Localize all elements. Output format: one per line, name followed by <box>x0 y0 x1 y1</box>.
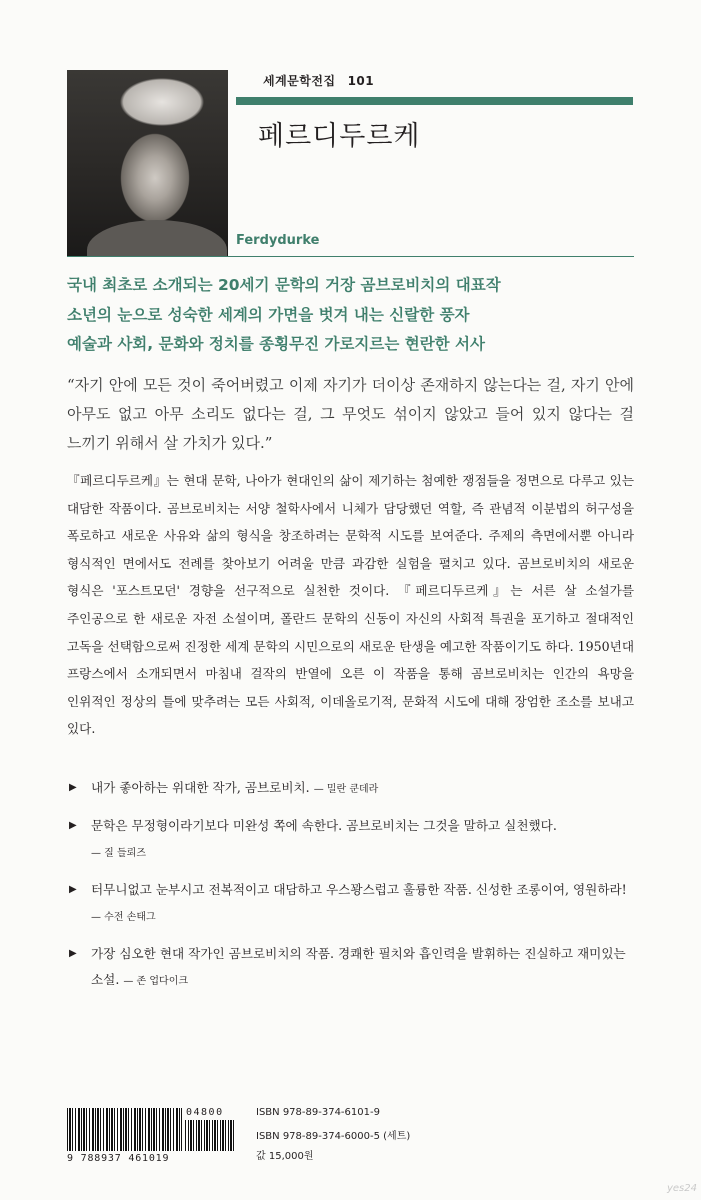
barcode-digits: 9 788937 461019 <box>67 1153 170 1164</box>
praise-item <box>67 775 634 803</box>
triangle-bullet-icon: ▶ <box>69 948 77 959</box>
praise-list <box>67 775 634 1005</box>
praise-text: 가장 심오한 현대 작가인 곰브로비치의 작품. 경쾌한 필치와 흡인력을 발휘하는 진실하고 재미있는 소설. <box>91 946 626 987</box>
description: 『페르디두르케』는 현대 문학, 나아가 현대인의 삶이 제기하는 첨예한 쟁점들을 정면으로 다루고 있는 대담한 작품이다. 곰브로비치는 서양 철학사에서 니체가 담당했던 역할, 즉 관념적 이분법의 허구성을 폭로하고 새로운 사유와 삶의 형식을 창조하려는 문학적 시도를 보여준다. 주제의 측면에서뿐 아니라 형식적인 면에서도 전례를 찾아보기 어려울 만큼 과감한 실험을 펼치고 있다. 곰브로비치의 새로운 형식은 '포스트모던' 경향을 선구적으로 실천한 것이다. 『페르디두르케』는 서른 살 소설가를 주인공으로 한 새로운 자전 소설이며, 폴란드 문학의 신동이 자신의 사회적 특권을 포기하고 절대적인 고독을 선택함으로써 진정한 세계 문학의 시민으로의 새로운 탄생을 예고한 작품이기도 하다. 1950년대 프랑스에서 소개되면서 마침내 걸작의 반열에 오른 이 작품을 통해 곰브로비치는 인간의 욕망을 인위적인 정상의 틀에 맞추려는 모든 사회적, 이데올로기적, 문화적 시도에 대해 장엄한 조소를 보내고 있다. <box>67 473 634 737</box>
tagline-2: 소년의 눈으로 성숙한 세계의 가면을 벗겨 내는 신랄한 풍자 <box>67 306 470 324</box>
praise-item <box>67 813 634 867</box>
barcode-addon <box>185 1120 235 1151</box>
praise-item <box>67 877 634 931</box>
series-label <box>263 72 374 89</box>
triangle-bullet-icon: ▶ <box>69 782 77 793</box>
accent-bar <box>236 97 633 105</box>
isbn-2: ISBN 978-89-374-6000-5 (세트) <box>256 1131 411 1142</box>
praise-author: — 존 업다이크 <box>123 976 189 987</box>
series-number: 101 <box>347 74 375 88</box>
isbn-1: ISBN 978-89-374-6101-9 <box>256 1107 380 1118</box>
praise-item <box>67 941 634 995</box>
praise-text: 내가 좋아하는 위대한 작가, 곰브로비치. <box>91 780 310 795</box>
price: 값 15,000원 <box>256 1151 314 1162</box>
praise-author: — 질 들뢰즈 <box>91 848 146 859</box>
barcode-addon-digits: 04800 <box>186 1107 224 1118</box>
tagline-3: 예술과 사회, 문화와 정치를 종횡무진 가로지르는 현란한 서사 <box>67 335 485 353</box>
series-name: 세계문학전집 <box>263 74 336 88</box>
divider <box>67 256 634 257</box>
tagline-1: 국내 최초로 소개되는 20세기 문학의 거장 곰브로비치의 대표작 <box>67 276 501 294</box>
barcode <box>67 1108 182 1151</box>
book-title: 페르디두르케 <box>258 121 421 152</box>
author-photo <box>67 70 228 256</box>
watermark: yes24 <box>666 1183 697 1194</box>
praise-text: 문학은 무정형이라기보다 미완성 쪽에 속한다. 곰브로비치는 그것을 말하고 실천했다. <box>91 818 557 833</box>
praise-text: 터무니없고 눈부시고 전복적이고 대담하고 우스꽝스럽고 훌륭한 작품. 신성한 조롱이여, 영원하라! <box>91 882 627 897</box>
english-title: Ferdydurke <box>236 233 320 248</box>
triangle-bullet-icon: ▶ <box>69 820 77 831</box>
author-photo-collar <box>87 220 227 256</box>
praise-author: — 밀란 쿤데라 <box>313 784 379 795</box>
praise-author: — 수전 손태그 <box>91 912 156 923</box>
triangle-bullet-icon: ▶ <box>69 884 77 895</box>
quote: “자기 안에 모든 것이 죽어버렸고 이제 자기가 더이상 존재하지 않는다는 걸, 자기 안에 아무도 없고 아무 소리도 없다는 걸, 그 무엇도 섞이지 않았고 들어 있지 않다는 걸 느끼기 위해서 살 가치가 있다.” <box>67 376 634 452</box>
